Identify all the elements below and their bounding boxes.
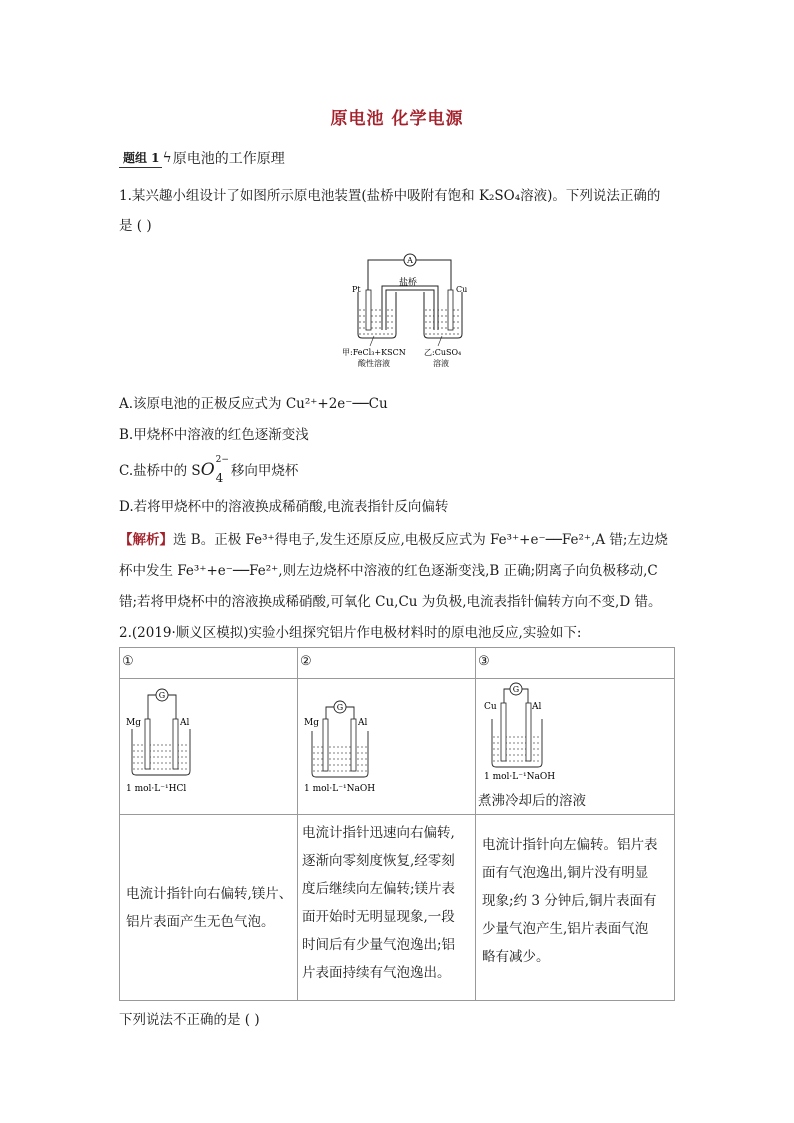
left-solution-label2: 酸性溶液 <box>358 359 390 368</box>
result-line: 片表面持续有气泡逸出。 <box>302 965 451 981</box>
result-line: 面有气泡逸出,铜片没有明显 <box>482 865 649 881</box>
table-row <box>120 815 675 1001</box>
option-c-post: 移向甲烧杯 <box>230 463 299 479</box>
result-line: 时间后有少量气泡逸出;铝 <box>302 937 456 953</box>
q1-cell-diagram <box>340 250 480 375</box>
meter-symbol: G <box>158 691 166 700</box>
beaker-left <box>358 292 396 338</box>
meter-symbol: G <box>336 703 344 712</box>
left-electrode: Cu <box>484 702 497 712</box>
solution-label: 1 mol·L⁻¹NaOH <box>304 784 376 794</box>
cu-electrode <box>448 290 453 330</box>
cell-diagram-3 <box>476 679 675 784</box>
group-badge: 题组 1 <box>119 149 162 168</box>
page-title: 原电池 化学电源 <box>330 109 464 129</box>
result-line: 略有减少。 <box>482 949 550 965</box>
table-cell <box>298 679 476 815</box>
option-c-pre: C.盐桥中的 S <box>119 463 201 479</box>
group-label: 原电池的工作原理 <box>172 151 285 167</box>
table-cell <box>476 679 675 815</box>
analysis-tag: 【解析】 <box>119 532 173 548</box>
right-solution-label1: 乙:CuSO₄ <box>424 348 462 357</box>
table-row <box>120 679 675 815</box>
q1-stem-line2: 是 ( ) <box>119 218 152 234</box>
experiment-table <box>119 647 675 1001</box>
result-line: 现象;约 3 分钟后,铜片表面有 <box>482 893 657 909</box>
table-cell <box>298 648 476 679</box>
right-electrode: Al <box>358 718 368 728</box>
q1-stem-line1: 1.某兴趣小组设计了如图所示原电池装置(盐桥中吸附有饱和 K₂SO₄溶液)。下列说法正确的 <box>119 188 661 204</box>
meter-symbol: G <box>512 685 520 694</box>
salt-bridge-label: 盐桥 <box>398 278 418 288</box>
result-line: 电流计指针迅速向右偏转, <box>302 825 455 841</box>
result-line: 电流计指针向左偏转。铝片表 <box>482 837 658 853</box>
question-group-header <box>119 148 285 168</box>
result-line: 逐渐向零刻度恢复,经零刻 <box>302 853 455 869</box>
result-line: 电流计指针向右偏转,镁片、 <box>126 885 293 902</box>
table-cell <box>120 679 298 815</box>
analysis-text1: 选 B。正极 Fe³⁺得电子,发生还原反应,电极反应式为 Fe³⁺+e⁻──Fe²⁺,A 错;左边烧 <box>173 532 668 548</box>
q2-question: 下列说法不正确的是 ( ) <box>119 1012 260 1028</box>
option-c-sub: 4 <box>215 470 224 485</box>
left-solution-label1: 甲:FeCl₃+KSCN <box>342 348 406 357</box>
table-cell <box>476 648 675 679</box>
cell-diagram-2 <box>298 679 476 814</box>
option-c-sup: 2− <box>215 454 229 465</box>
left-electrode: Mg <box>304 718 319 728</box>
solution-extra-label: 煮沸冷却后的溶液 <box>478 793 586 809</box>
cu-label: Cu <box>456 285 468 294</box>
table-row <box>120 648 675 679</box>
pt-electrode <box>366 290 371 330</box>
left-solution-lines <box>359 310 395 334</box>
result-line: 度后继续向左偏转;镁片表 <box>302 881 456 897</box>
table-cell <box>476 815 675 1001</box>
result-line: 面开始时无明显现象,一段 <box>302 909 455 925</box>
analysis-line2: 杯中发生 Fe³⁺+e⁻──Fe²⁺,则左边烧杯中溶液的红色逐渐变浅,B 正确;阴离子向负极移动,C <box>119 563 658 579</box>
result-line: 铝片表面产生无色气泡。 <box>126 913 275 930</box>
analysis-line3: 错;若将甲烧杯中的溶液换成稀硝酸,可氧化 Cu,Cu 为负极,电流表指针偏转方向不变,D 错。 <box>119 594 662 610</box>
experiment-number: ① <box>122 654 134 669</box>
solution-label: 1 mol·L⁻¹HCl <box>126 784 187 794</box>
right-solution-label2: 溶液 <box>433 359 449 368</box>
option-b: B.甲烧杯中溶液的红色逐渐变浅 <box>119 427 309 443</box>
left-electrode: Mg <box>126 718 141 728</box>
table-cell <box>120 815 298 1001</box>
option-c <box>119 454 299 490</box>
right-electrode: Al <box>532 702 542 712</box>
experiment-number: ③ <box>478 654 490 669</box>
option-d: D.若将甲烧杯中的溶液换成稀硝酸,电流表指针反向偏转 <box>119 499 449 515</box>
right-solution-lines <box>425 310 461 334</box>
solution-label: 1 mol·L⁻¹NaOH <box>484 772 556 782</box>
table-cell <box>298 815 476 1001</box>
lightning-icon: ϟ <box>162 150 172 166</box>
analysis-line1 <box>119 530 668 550</box>
beaker-right <box>424 292 462 338</box>
cell-diagram-1 <box>120 679 298 814</box>
right-electrode: Al <box>180 718 190 728</box>
salt-bridge <box>384 288 436 330</box>
ammeter-symbol: A <box>407 256 413 265</box>
option-c-o: O <box>200 460 215 480</box>
pt-label: Pt <box>352 285 361 294</box>
table-cell <box>120 648 298 679</box>
experiment-number: ② <box>300 654 312 669</box>
q2-stem: 2.(2019·顺义区模拟)实验小组探究铝片作电极材料时的原电池反应,实验如下: <box>119 625 582 641</box>
result-line: 少量气泡产生,铝片表面气泡 <box>482 921 649 937</box>
option-a: A.该原电池的正极反应式为 Cu²⁺+2e⁻──Cu <box>119 396 388 412</box>
